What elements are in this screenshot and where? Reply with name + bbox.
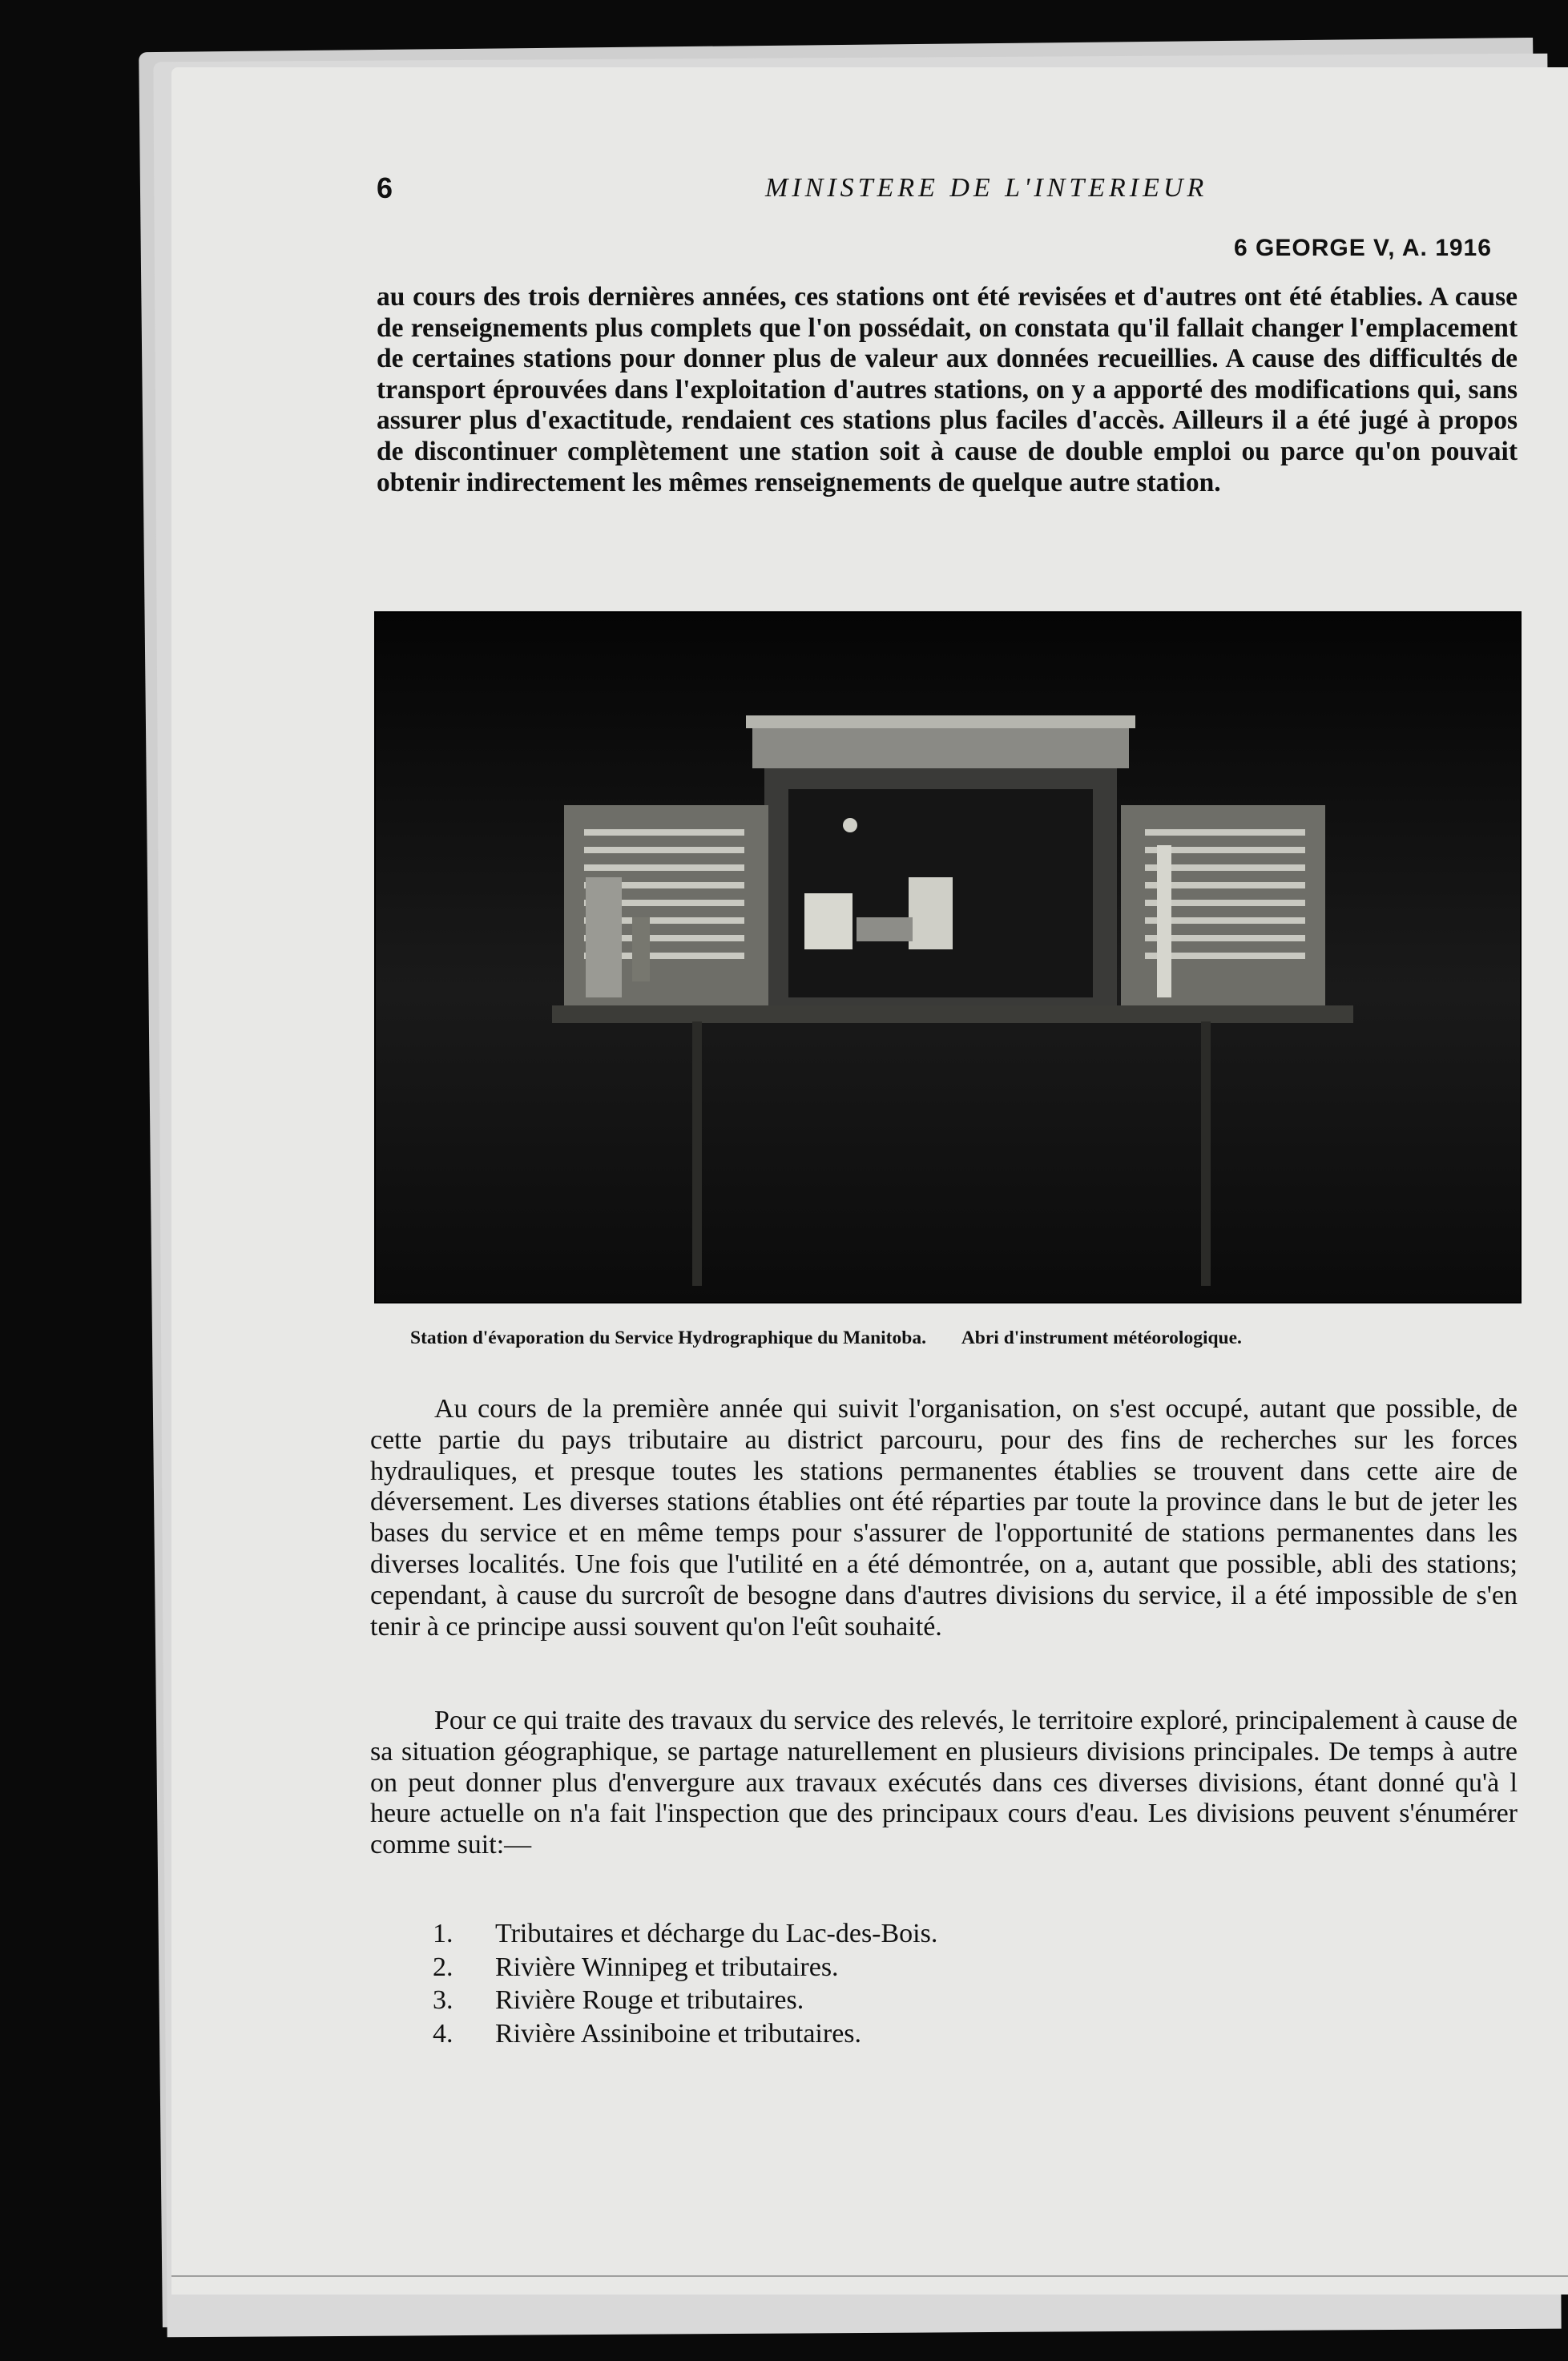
edition-label: 6 GEORGE V, A. 1916 (1234, 235, 1492, 261)
figure-caption (410, 1328, 1532, 1349)
paragraph-1: Au cours de la première année qui suivit l'organisation, on s'est occupé, autant que possible, de cette partie du pays tributaire au district parcouru, pour des fins de recherches sur les forces hydrauliques, et presque toutes les stations permanentes établies se trouvent dans cette aire de déversement. Les diverses stations établies ont été réparties par toute la province dans le but de jeter les bases du service et en même temps pour s'assurer de l'opportunité de stations permanentes dans les diverses localités. Une fois que l'utilité en a été démontrée, on a, autant que possible, abli des stations; cependant, à cause du surcroît de besogne dans d'autres divisions du service, il a été impossible de s'en tenir à ce principe aussi souvent qu'on l'eût souhaité. (370, 1394, 1518, 1642)
list-item (433, 2017, 937, 2051)
list-item-number: 4. (433, 2018, 453, 2049)
paragraph-2: Pour ce qui traite des travaux du service des relevés, le territoire exploré, principalement à cause de sa situation géographique, se partage naturellement en plusieurs divisions principales. De temps à autre on peut donner plus d'envergure aux travaux exécutés dans ces diverses divisions, étant donné qu'à l heure actuelle on n'a fait l'inspection que des principaux cours d'eau. Les divisions peuvent s'énumérer comme suit:— (370, 1706, 1518, 1860)
caption-right: Abri d'instrument météorologique. (961, 1328, 1242, 1348)
page-number: 6 (377, 171, 393, 204)
list-item-text: Tributaires et décharge du Lac-des-Bois. (495, 1919, 938, 1948)
list-item-number: 2. (433, 1952, 453, 1982)
list-item-number: 3. (433, 1985, 453, 2015)
list-item-text: Rivière Assiniboine et tributaires. (495, 2018, 862, 2049)
figure-photo (374, 611, 1522, 1303)
list-item-text: Rivière Winnipeg et tributaires. (495, 1952, 839, 1982)
list-item (433, 1917, 937, 1951)
running-head: MINISTERE DE L'INTERIEUR (765, 173, 1208, 203)
list-item (433, 1984, 937, 2017)
paragraph-intro: au cours des trois dernières années, ces stations ont été revisées et d'autres ont été établies. A cause de renseignements plus complets que l'on possédait, on constata qu'il fallait changer l'emplacement de certaines stations pour donner plus de valeur aux données recueillies. A cause des difficultés de transport éprouvées dans l'exploitation d'autres stations, on y a apporté des modifications qui, sans assurer plus d'exactitude, rendaient ces stations plus faciles d'accès. Ailleurs il a été jugé à propos de discontinuer complètement une station soit à cause de double emploi ou parce qu'on pouvait obtenir indirectement les mêmes renseignements de quelque autre station. (377, 282, 1518, 498)
list-item (433, 1951, 937, 1984)
divisions-list (433, 1917, 937, 2050)
page-bottom-edge (171, 2275, 1568, 2309)
evaporation-station-photo (376, 613, 1520, 1302)
list-item-text: Rivière Rouge et tributaires. (495, 1985, 804, 2015)
caption-left: Station d'évaporation du Service Hydrographique du Manitoba. (410, 1328, 926, 1348)
list-item-number: 1. (433, 1919, 453, 1948)
